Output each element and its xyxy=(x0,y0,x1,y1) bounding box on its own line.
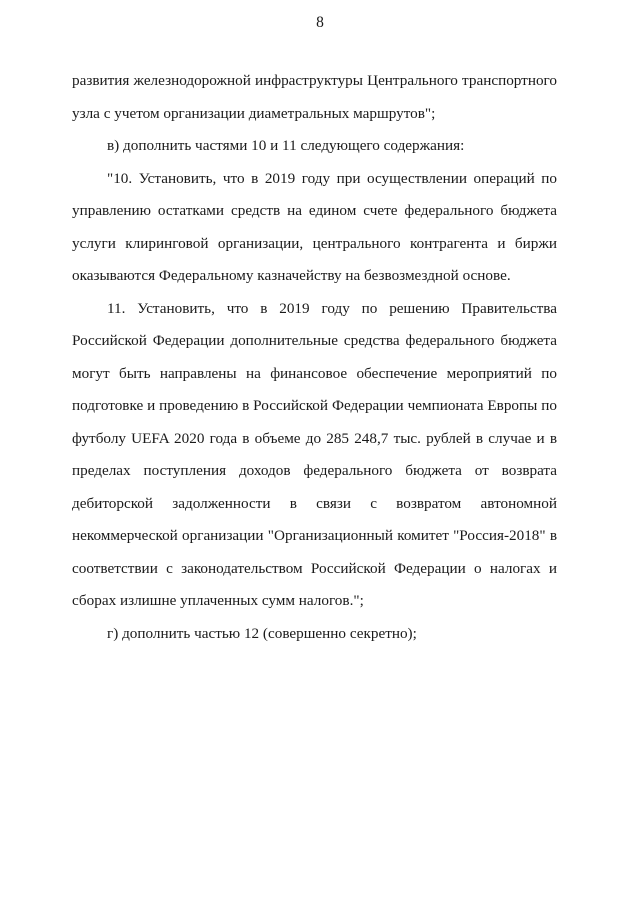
paragraph-part-11: 11. Установить, что в 2019 году по решению Правительства Российской Федерации дополнительные средства федерального бюджета могут быть направлены на финансовое обеспечение мероприятий по подготовке и проведению в Российской Федерации чемпионата Европы по футболу UEFA 2020 года в объеме до 285 248,7 тыс. рублей в случае и в пределах поступления доходов федерального бюджета от возврата дебиторской задолженности в связи с возвратом автономной некоммерческой организации "Организационный комитет "Россия-2018" в соответствии с законодательством Российской Федерации о налогах и сборах излишне уплаченных сумм налогов."; xyxy=(72,299,557,609)
paragraph-item-g: г) дополнить частью 12 (совершенно секретно); xyxy=(107,624,417,642)
paragraph-item-v: в) дополнить частями 10 и 11 следующего содержания: xyxy=(107,137,465,154)
paragraph-part-10: "10. Установить, что в 2019 году при осуществлении операций по управлению остатками средств на едином счете федерального бюджета услуги клиринговой организации, центрального контрагента и биржи оказываются Федеральному казначейству на безвозмездной основе. xyxy=(72,169,557,284)
document-body xyxy=(72,65,557,650)
paragraph-continuation: развития железнодорожной инфраструктуры Центрального транспортного узла с учетом организации диаметральных маршрутов"; xyxy=(72,72,557,122)
page-number: 8 xyxy=(316,14,324,31)
